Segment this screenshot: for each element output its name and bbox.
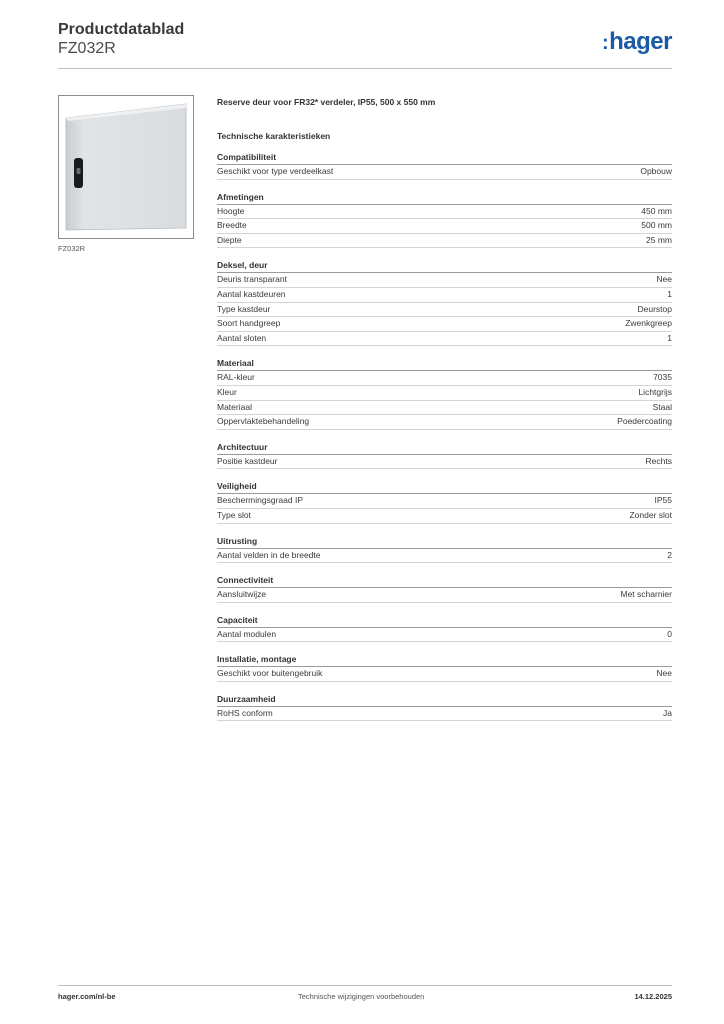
spec-group — [217, 151, 672, 180]
spec-value: Deurstop — [637, 303, 672, 314]
spec-row — [217, 165, 672, 180]
footer-notice: Technische wijzigingen voorbehouden — [298, 992, 425, 1001]
spec-group-title: Materiaal — [217, 357, 672, 371]
spec-label: Aantal kastdeuren — [217, 288, 286, 299]
logo-text: hager — [609, 28, 672, 55]
spec-value: Nee — [656, 274, 672, 285]
spec-row — [217, 317, 672, 332]
spec-row — [217, 509, 672, 524]
spec-value: Zonder slot — [629, 509, 672, 520]
spec-row — [217, 371, 672, 386]
spec-group — [217, 614, 672, 643]
spec-group-title: Afmetingen — [217, 191, 672, 205]
spec-value: 500 mm — [641, 220, 672, 231]
spec-group — [217, 259, 672, 346]
spec-value: 1 — [667, 332, 672, 343]
spec-label: Aantal velden in de breedte — [217, 549, 321, 560]
spec-row — [217, 303, 672, 318]
spec-label: Aantal sloten — [217, 332, 267, 343]
spec-value: Opbouw — [640, 166, 672, 176]
spec-group — [217, 357, 672, 429]
header-divider — [58, 68, 672, 69]
spec-label: Oppervlaktebehandeling — [217, 416, 310, 427]
spec-label: Breedte — [217, 220, 247, 231]
spec-value: Rechts — [645, 455, 672, 466]
spec-group-title: Deksel, deur — [217, 259, 672, 273]
spec-value: Nee — [656, 668, 672, 679]
spec-label: Beschermingsgraad IP — [217, 495, 303, 506]
spec-row — [217, 415, 672, 430]
spec-value: Lichtgrijs — [638, 386, 672, 397]
spec-row — [217, 494, 672, 509]
spec-label: Geschikt voor buitengebruik — [217, 668, 323, 679]
spec-group-title: Connectiviteit — [217, 574, 672, 588]
spec-row — [217, 205, 672, 220]
product-image-frame — [58, 95, 194, 239]
spec-row — [217, 234, 672, 249]
spec-row — [217, 386, 672, 401]
spec-group-title: Uitrusting — [217, 535, 672, 549]
spec-value: Poedercoating — [617, 416, 672, 427]
spec-label: RAL-kleur — [217, 372, 255, 383]
spec-label: Positie kastdeur — [217, 455, 278, 466]
spec-value: IP55 — [654, 495, 672, 506]
spec-label: Type kastdeur — [217, 303, 271, 314]
spec-row — [217, 273, 672, 288]
spec-label: RoHS conform — [217, 707, 273, 718]
spec-group — [217, 191, 672, 249]
spec-value: 25 mm — [646, 234, 672, 245]
spec-row — [217, 401, 672, 416]
spec-row — [217, 455, 672, 470]
spec-value: 2 — [667, 549, 672, 560]
spec-value: Ja — [663, 707, 672, 718]
spec-group — [217, 535, 672, 564]
footer-website[interactable]: hager.com/nl-be — [58, 992, 116, 1001]
spec-group — [217, 480, 672, 523]
spec-group-title: Veiligheid — [217, 480, 672, 494]
spec-label: Kleur — [217, 386, 237, 397]
page-title: Productdatablad — [58, 21, 185, 38]
spec-group-title: Compatibiliteit — [217, 151, 672, 165]
product-door-image — [64, 102, 188, 232]
spec-label: Hoogte — [217, 205, 245, 216]
footer-divider — [58, 985, 672, 986]
spec-groups — [217, 151, 672, 721]
spec-label: Deuris transparant — [217, 274, 287, 285]
product-description: Reserve deur voor FR32* verdeler, IP55, 500 x 550 mm — [217, 97, 436, 107]
spec-row — [217, 667, 672, 682]
spec-group — [217, 441, 672, 470]
spec-group — [217, 653, 672, 682]
spec-value: Met scharnier — [620, 589, 672, 600]
spec-label: Materiaal — [217, 401, 252, 412]
spec-row — [217, 628, 672, 643]
spec-label: Type slot — [217, 509, 252, 520]
spec-value: Staal — [652, 401, 672, 412]
hager-logo: :hager — [601, 28, 672, 55]
spec-value: Zwenkgreep — [625, 318, 672, 329]
spec-row — [217, 288, 672, 303]
spec-row — [217, 549, 672, 564]
spec-label: Geschikt voor type verdeelkast — [217, 166, 334, 176]
spec-value: 1 — [667, 288, 672, 299]
spec-label: Aansluitwijze — [217, 589, 267, 600]
spec-group-title: Duurzaamheid — [217, 693, 672, 707]
spec-row — [217, 332, 672, 347]
spec-group — [217, 693, 672, 722]
spec-content — [217, 96, 672, 721]
spec-label: Soort handgreep — [217, 318, 281, 329]
spec-value: 7035 — [653, 372, 672, 383]
spec-value: 0 — [667, 628, 672, 639]
spec-label: Aantal modulen — [217, 628, 277, 639]
spec-group-title: Installatie, montage — [217, 653, 672, 667]
product-code: FZ032R — [58, 40, 116, 57]
spec-group — [217, 574, 672, 603]
image-caption: FZ032R — [58, 244, 86, 253]
spec-row — [217, 707, 672, 722]
spec-row — [217, 219, 672, 234]
tech-heading: Technische karakteristieken — [217, 131, 331, 141]
spec-group-title: Capaciteit — [217, 614, 672, 628]
spec-row — [217, 588, 672, 603]
footer-date: 14.12.2025 — [634, 992, 672, 1001]
spec-label: Diepte — [217, 234, 242, 245]
spec-group-title: Architectuur — [217, 441, 672, 455]
spec-value: 450 mm — [641, 205, 672, 216]
